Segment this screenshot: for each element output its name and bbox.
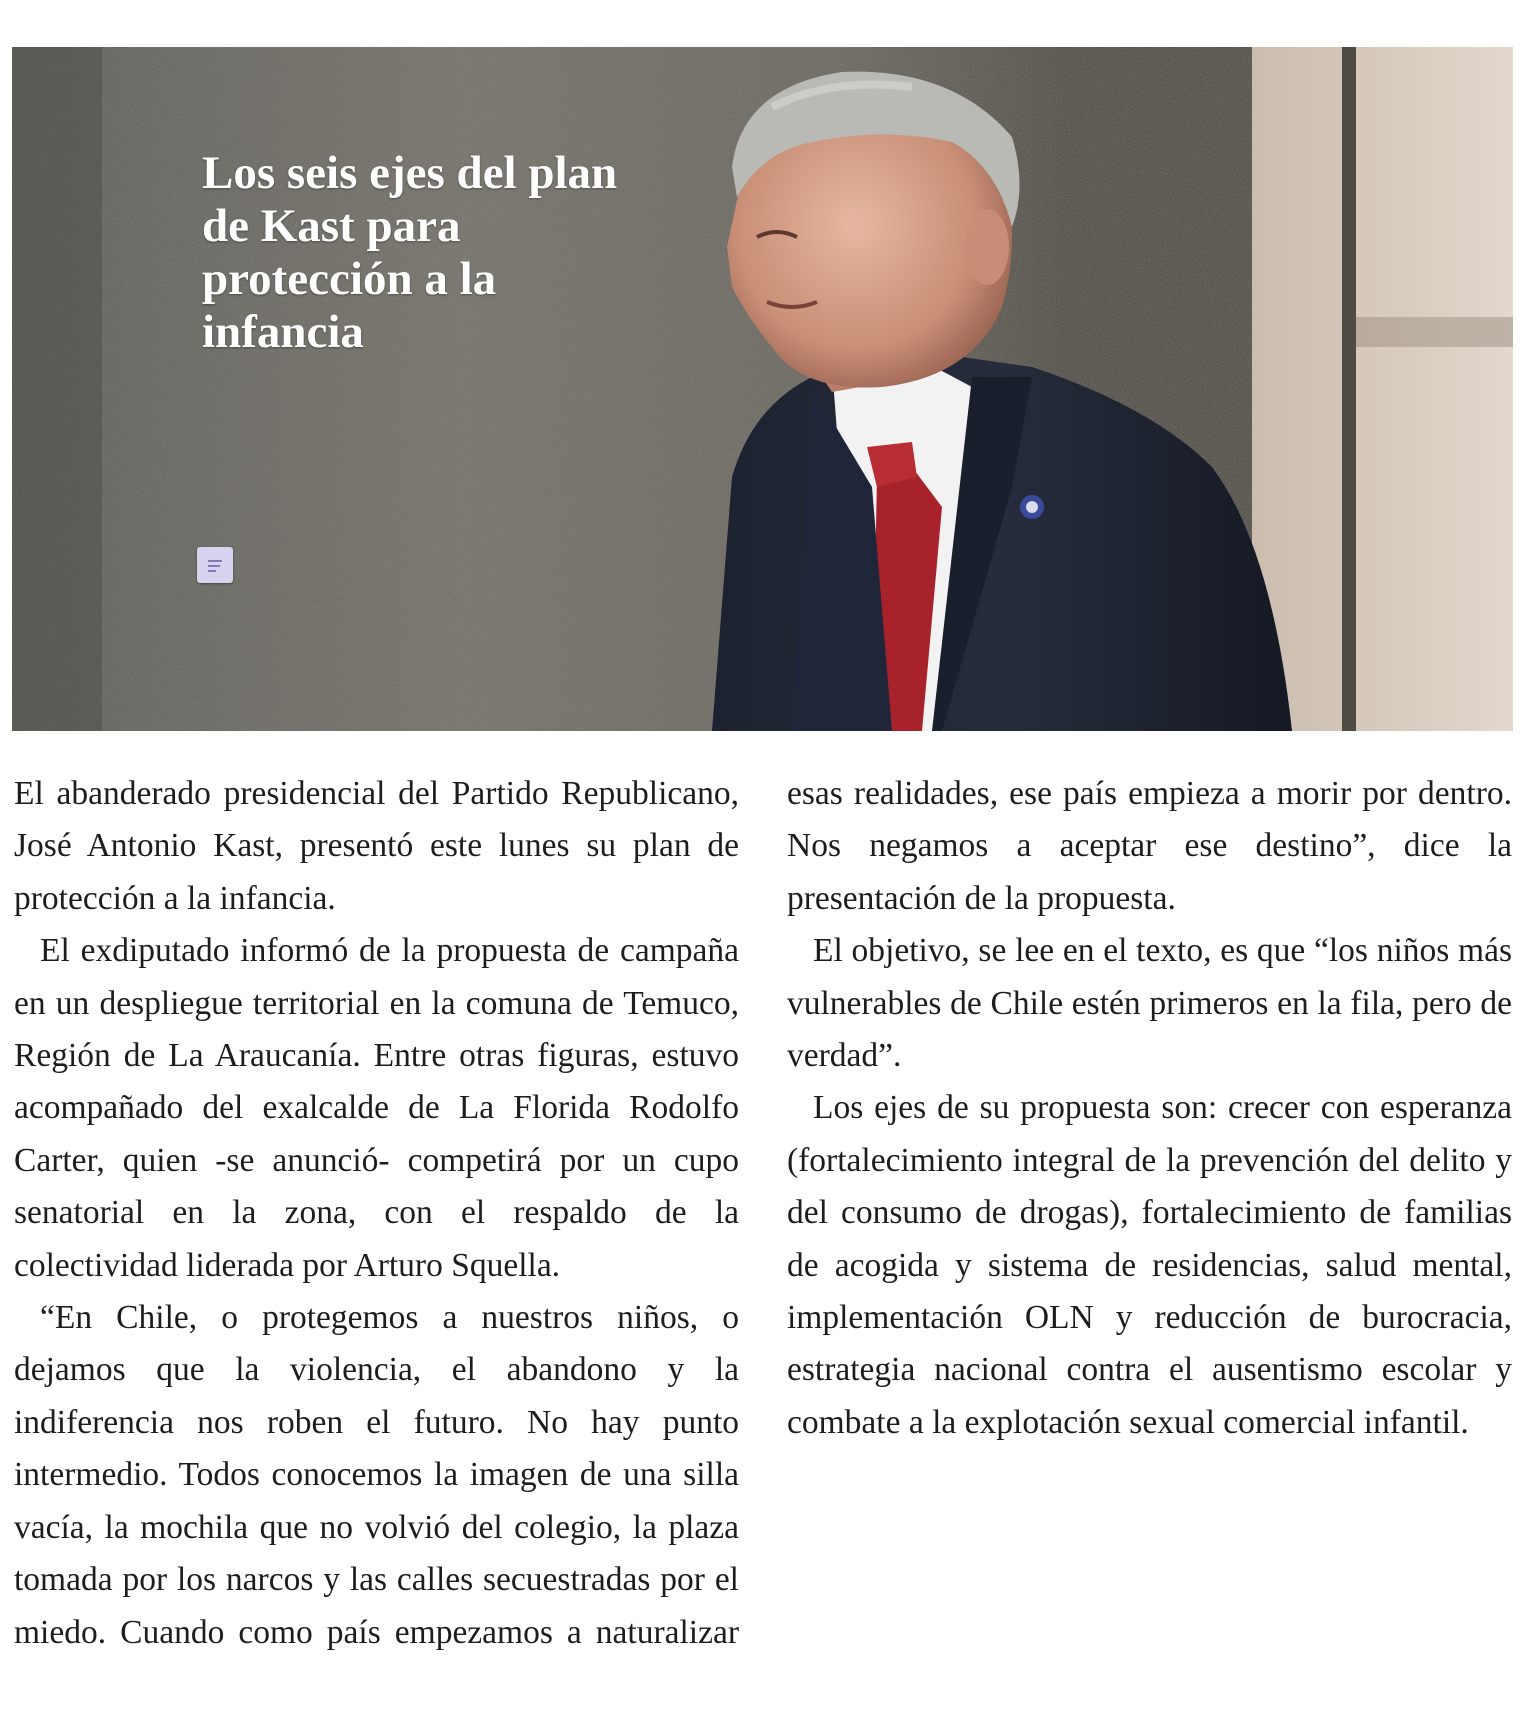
note-icon[interactable]: [197, 547, 233, 583]
article-paragraph: Los ejes de su propuesta son: crecer con esperanza (fortalecimiento integral de la prevención del delito y del consumo de drogas), fortalecimiento de familias de acogida y sistema de residencias, salud mental, implementación OLN y reducción de burocracia, estrategia nacional contra el ausentismo escolar y combate a la explotación sexual comercial infantil.: [787, 1089, 1512, 1441]
article-paragraph: El objetivo, se lee en el texto, es que “los niños más vulnerables de Chile estén primeros en la fila, pero de verdad”.: [787, 932, 1512, 1075]
article-headline: Los seis ejes del plan de Kast para protección a la infancia: [202, 147, 618, 358]
article-body: [14, 768, 1512, 1708]
hero-photo: [12, 47, 1513, 731]
article-paragraph: El abanderado presidencial del Partido Republicano, José Antonio Kast, presentó este lunes su plan de protección a la infancia.: [14, 775, 739, 917]
article-paragraph: El exdiputado informó de la propuesta de campaña en un despliegue territorial en la comuna de Temuco, Región de La Araucanía. Entre otras figuras, estuvo acompañado del exalcalde de La Florida Rodolfo Carter, quien -se anunció- competirá por un cupo senatorial en la zona, con el respaldo de la colectividad liderada por Arturo Squella.: [14, 932, 739, 1284]
article-paragraph: “En Chile, o protegemos a nuestros niños, o dejamos que la violencia, el abandono y la indiferencia nos roben el futuro. No hay punto intermedio. Todos conocemos la imagen de una silla vacía, la mochila que no volvió del colegio, la plaza tomada por los narcos y las calles secuestradas por el miedo. Cuando como país empezamos a naturalizar esas realidades, ese país empieza a morir por dentro. Nos negamos a aceptar ese destino”, dice la presentación de la propuesta.: [14, 775, 1512, 1651]
